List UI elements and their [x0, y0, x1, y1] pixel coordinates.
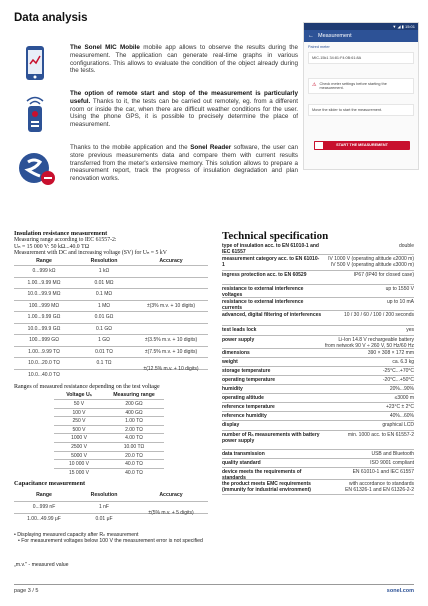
insulation-subtitle: Measuring range according to IEC 61557-2: Uₙ = 15 000 V: 50 kΩ...40.0 TΩ Measurement with DC and increasing voltage (SV) for Uₙ = 5 kV	[14, 237, 167, 257]
spec-key: the product meets EMC requirements (immunity for industrial environment)	[222, 481, 311, 493]
col-range: Range	[36, 258, 52, 264]
accuracy-cell: ±(12.5% m.v. + 10 digits)	[143, 365, 199, 372]
table-row-divider	[54, 451, 164, 452]
measuring-range-cell: 4.00 TΩ	[125, 435, 143, 442]
spec-key: weight	[222, 359, 238, 365]
cap-col-range: Range	[36, 492, 52, 498]
resolution-cell: 0.01 TΩ	[95, 348, 113, 355]
measuring-range-cell: 1.00 TΩ	[125, 418, 143, 425]
voltage-cell: 2500 V	[71, 444, 87, 450]
spec-row-divider	[222, 467, 414, 468]
voltage-cell: 5000 V	[71, 452, 87, 459]
page-number: page 3 / 5	[14, 588, 39, 594]
col-measuring-range: Measuring range	[113, 392, 155, 398]
spec-value: USB and Bluetooth	[371, 451, 414, 457]
cap-resolution-cell: 1 nF	[98, 504, 109, 510]
table-row-divider	[14, 265, 208, 266]
spec-key: display	[222, 422, 240, 428]
spec-value: ca. 6.3 kg	[392, 359, 414, 365]
range-cell: 10.0...99.9 MΩ	[27, 291, 61, 297]
range-cell: 10.0...99.9 GΩ	[27, 325, 61, 332]
range-cell: 10.0...20.0 TΩ	[28, 360, 60, 366]
spec-row-divider	[222, 494, 414, 495]
col-accuracy: Accuracy	[159, 258, 183, 264]
note-item: • For measurement voltages below 100 V the measurement error is not specified	[18, 538, 203, 545]
resolution-cell: 0.01 MΩ	[94, 279, 114, 286]
resolution-cell: 0.1 TΩ	[96, 360, 112, 366]
spec-key: storage temperature	[222, 368, 271, 374]
spec-value: graphical LCD	[382, 422, 414, 428]
cap-resolution-cell: 0.01 μF	[95, 516, 113, 522]
resolution-cell: 0.01 GΩ	[94, 314, 114, 320]
spec-value: 40%...60%	[389, 413, 414, 419]
range-cell: 1.00...9.99 TΩ	[28, 348, 60, 355]
spec-row-divider	[222, 270, 414, 271]
range-cell: 100...999 GΩ	[29, 337, 59, 343]
warning-icon: ⚠	[312, 82, 317, 88]
cap-range-cell: 0...999 nF	[32, 504, 56, 510]
resolution-cell: 0.1 GΩ	[96, 325, 112, 332]
spec-key: resistance to external interference voltages	[222, 286, 304, 298]
smartphone-icon	[20, 44, 50, 84]
voltage-cell: 10 000 V	[68, 461, 90, 468]
spec-value: ISO 9001 compliant	[370, 460, 414, 466]
start-measurement-button[interactable]: START THE MEASUREMENT	[314, 141, 410, 150]
spec-row-divider	[222, 310, 414, 311]
section-title: Data analysis	[14, 12, 88, 24]
table-row-divider	[14, 300, 208, 301]
spec-key: device meets the requirements of standards	[222, 469, 302, 481]
spec-key: number of Rₙ measurements with battery power supply	[222, 432, 320, 444]
spec-row-divider	[222, 430, 414, 431]
measuring-range-cell: 200 GΩ	[125, 401, 143, 407]
spec-key: humidity	[222, 386, 243, 392]
measuring-range-cell: 10.00 TΩ	[123, 444, 145, 450]
spec-value: -25°C...+70°C	[382, 368, 414, 374]
spec-row-divider	[222, 479, 414, 480]
warning-text: Check meter settings before starting the measurement.	[319, 82, 387, 90]
spec-row-divider	[222, 335, 414, 336]
cap-col-resolution: Resolution	[90, 492, 118, 498]
table-row-divider	[54, 425, 164, 426]
cap-range-cell: 1.00...49.99 μF	[27, 516, 61, 522]
phone-status-bar: ▼ ◢ ▮ 15:01	[304, 23, 418, 30]
spec-row-divider	[222, 366, 414, 367]
voltage-cell: 50 V	[73, 401, 85, 407]
spec-value: yes	[406, 327, 414, 333]
start-slider-handle[interactable]	[314, 141, 324, 150]
accuracy-cell: ±(3% m.v. + 10 digits)	[146, 302, 196, 309]
measuring-range-cell: 2.00 TΩ	[125, 426, 143, 433]
footer-rule	[14, 584, 414, 585]
accuracy-cell: ±(3.5% m.v. + 10 digits)	[144, 337, 198, 343]
spec-value: Li-Ion 14.8 V rechargeable battery from network 90 V ÷ 260 V, 50 Hz/60 Hz	[325, 337, 414, 349]
spec-value: EN 61010-1 and IEC 61557	[352, 469, 414, 475]
table-row-divider	[54, 433, 164, 434]
table-row-divider	[14, 323, 208, 324]
insulation-title: Insulation resistance measurement	[14, 230, 108, 237]
spec-key: resistance to external interference currents	[222, 299, 304, 311]
spec-value: up to 1550 V	[385, 286, 414, 292]
paired-meter-label: Paired meter	[308, 45, 330, 49]
spec-row-divider	[222, 420, 414, 421]
voltage-cell: 100 V	[72, 409, 86, 416]
cap-accuracy-cell: ±(5% m.v. + 5 digits)	[148, 510, 194, 516]
measuring-range-cell: 40.0 TΩ	[125, 469, 143, 476]
spec-key: reference temperature	[222, 404, 275, 410]
table-row-divider	[54, 442, 164, 443]
spec-title: Technical specification	[222, 230, 329, 242]
spec-row-divider	[222, 254, 414, 255]
resolution-cell: 1 GΩ	[98, 337, 110, 343]
app-title: Measurement	[318, 33, 352, 39]
ranges-title: Ranges of measured resistance depending on the test voltage	[14, 384, 160, 390]
spec-row-divider	[222, 449, 414, 450]
voltage-cell: 500 V	[72, 426, 86, 433]
note-item: • Displaying measured capacity after Rₙ measurement	[14, 532, 139, 538]
spec-row-divider	[222, 393, 414, 394]
col-resolution: Resolution	[90, 258, 118, 264]
table-row-divider	[54, 399, 164, 400]
insulation-table	[14, 258, 208, 382]
spec-row-divider	[222, 357, 414, 358]
table-row-divider	[14, 311, 208, 312]
spec-key: operating temperature	[222, 377, 276, 383]
device-card[interactable]: MIC-15k1 34:81:F4:0B:61:8A	[308, 52, 414, 64]
table-row-divider	[14, 346, 208, 347]
range-cell: 1.00...9.99 GΩ	[27, 314, 61, 320]
table-row-divider	[54, 408, 164, 409]
spec-key: data transmission	[222, 451, 265, 457]
remote-paragraph: The option of remote start and stop of the measurement is particularly useful. Thanks to it, the tests can be carried out remotely, eg. from a different room or inside the car, when there are difficult weather conditions for the user. Using the phone GPS, it is possible to precisely determine the place of measurement.	[70, 90, 298, 129]
spec-value: IP67 (IP40 for closed case)	[353, 272, 414, 278]
spec-key: operating altitude	[222, 395, 264, 401]
spec-key: ingress protection acc. to EN 60529	[222, 272, 307, 278]
table-row-divider	[54, 468, 164, 469]
capacitance-title: Capacitance measurement	[14, 480, 86, 487]
measuring-range-cell: 40.0 TΩ	[125, 461, 143, 468]
col-voltage: Voltage Uₙ	[66, 392, 92, 398]
back-arrow-icon[interactable]: ←	[308, 33, 314, 39]
spec-key: measurement category acc. to EN 61010-1	[222, 256, 320, 268]
spec-row-divider	[222, 411, 414, 412]
ranges-table	[14, 392, 208, 478]
spec-value: up to 10 mA	[387, 299, 414, 305]
spec-value: double	[398, 243, 414, 249]
spec-row-divider	[222, 284, 414, 285]
spec-key: dimensions	[222, 350, 250, 356]
voltage-cell: 15 000 V	[68, 469, 90, 476]
spec-row-divider	[222, 402, 414, 403]
notes	[14, 532, 214, 545]
spec-value: 10 / 30 / 60 / 100 / 200 seconds	[343, 312, 414, 318]
spec-row-divider	[222, 375, 414, 376]
spec-value: min. 1000 acc. to EN 61557-2	[347, 432, 414, 438]
spec-value: +23°C ± 2°C	[385, 404, 414, 410]
sonel-reader-logo-icon	[14, 146, 58, 190]
spec-value: ≤3000 m	[394, 395, 414, 401]
table-row-divider	[54, 459, 164, 460]
range-cell: 100...999 MΩ	[28, 302, 60, 309]
spec-value: 390 × 308 × 172 mm	[367, 350, 414, 356]
table-row-divider	[14, 501, 208, 502]
capacitance-table	[14, 492, 208, 528]
accuracy-cell: ±(7.5% m.v. + 10 digits)	[144, 348, 198, 355]
spec-value: 20%...90%	[389, 386, 414, 392]
spec-value: with accordance to standards EN 61326-1 and EN 61326-2-2	[345, 481, 414, 493]
spec-row-divider	[222, 348, 414, 349]
spec-key: advanced, digital filtering of interferences	[222, 312, 322, 318]
resolution-cell: 0.1 MΩ	[95, 291, 113, 297]
spec-row-divider	[222, 325, 414, 326]
website-link[interactable]: sonel.com	[386, 588, 414, 594]
slider-hint: Move the slider to start the measurement.	[308, 104, 414, 116]
reader-paragraph: Thanks to the mobile application and the Sonel Reader software, the user can store previous measurements data and compare them with current results transferred from the meter's extensive memory. This solution allows to prepare a measurement report, track the progress of insulation degradation and plan renovation works.	[70, 144, 298, 183]
spec-key: power supply	[222, 337, 255, 343]
spec-row-divider	[222, 384, 414, 385]
spec-value: -20°C...+50°C	[382, 377, 414, 383]
table-row-divider	[14, 334, 208, 335]
range-cell: 0...999 kΩ	[32, 268, 56, 274]
spec-key: type of insulation acc. to EN 61010-1 and IEC 61557	[222, 243, 319, 255]
cap-col-accuracy: Accuracy	[159, 492, 183, 498]
app-header	[304, 30, 418, 42]
measuring-range-cell: 20.0 TΩ	[125, 452, 143, 459]
spec-key: quality standard	[222, 460, 261, 466]
spec-key: test leads lock	[222, 327, 257, 333]
table-row-divider	[14, 357, 208, 358]
resolution-cell: 1 kΩ	[98, 268, 110, 274]
footnote: „m.v." - measured value	[14, 562, 69, 568]
range-cell: 1.00...9.99 MΩ	[27, 279, 61, 286]
spec-key: reference humidity	[222, 413, 267, 419]
spec-row-divider	[222, 297, 414, 298]
voltage-cell: 1000 V	[71, 435, 87, 442]
spec-value: IV 1000 V (operating altitude ≤2000 m) IV 500 V (operating altitude ≤3000 m)	[328, 256, 414, 268]
warning-card	[308, 78, 414, 94]
table-row-divider	[54, 416, 164, 417]
range-cell: 10.0...40.0 TΩ	[28, 371, 60, 378]
measuring-range-cell: 400 GΩ	[125, 409, 143, 416]
spec-row-divider	[222, 458, 414, 459]
intro-paragraph: The Sonel MIC Mobile mobile app allows to observe the results during the measurement. The application can generate real-time graphs in various configurations. This allows to evaluate the condition of the object already during the tests.	[70, 44, 298, 75]
app-screenshot	[303, 22, 419, 170]
resolution-cell: 1 MΩ	[97, 302, 111, 309]
voltage-cell: 250 V	[72, 418, 86, 425]
table-row-divider	[14, 277, 208, 278]
remote-control-icon	[18, 92, 52, 136]
table-row-divider	[14, 288, 208, 289]
